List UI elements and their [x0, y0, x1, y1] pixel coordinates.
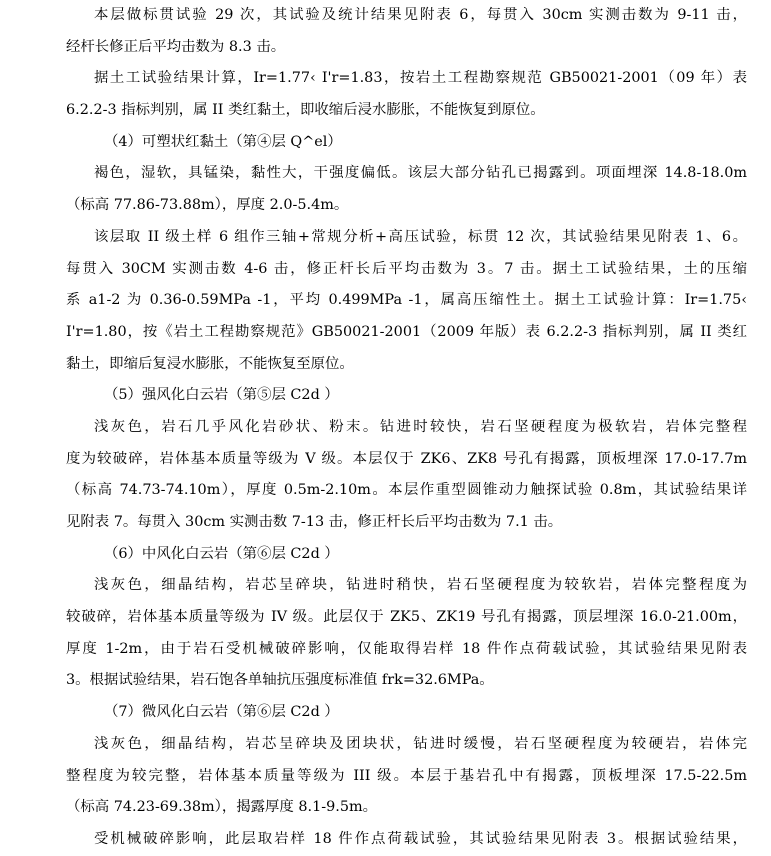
text-line: 浅灰色，细晶结构，岩芯呈碎块及团块状，钻进时缓慢，岩石坚硬程度为较硬岩，岩体完	[94, 735, 747, 752]
text-line: 厚度 1-2m，由于岩石受机械破碎影响，仅能取得岩样 18 件作点荷载试验，其试验结果见附表	[66, 640, 747, 657]
text-line: 据土工试验结果计算，Ir=1.77‹ I'r=1.83，按岩土工程勘察规范 GB50021-2001（09 年）表	[94, 70, 747, 87]
text-line: 见附表 7。每贯入 30cm 实测击数 7-13 击，修正杆长后平均击数为 7.1 击。	[66, 514, 563, 530]
text-line: 度为较破碎，岩体基本质量等级为 V 级。本层仅于 ZK6、ZK8 号孔有揭露，顶板埋深 17.0-17.7m	[66, 450, 747, 467]
text-line: 浅灰色，岩石几乎风化岩砂状、粉末。钻进时较快，岩石坚硬程度为极软岩，岩体完整程	[94, 418, 747, 435]
text-line: 浅灰色，细晶结构，岩芯呈碎块，钻进时稍快，岩石坚硬程度为较软岩，岩体完整程度为	[94, 577, 747, 594]
text-line: 黏土，即缩后复浸水膨胀，不能恢复至原位。	[66, 355, 354, 372]
text-line: 该层取 II 级土样 6 组作三轴+常规分析+高压试验，标贯 12 次，其试验结果见附表 1、6。	[94, 228, 747, 245]
section-heading: （6）中风化白云岩（第⑥层 C2d ）	[104, 545, 339, 562]
text-line: 系 a1-2 为 0.36-0.59MPa -1，平均 0.499MPa -1，属高压缩性土。据土工试验计算：Ir=1.75‹	[66, 292, 747, 309]
text-line: 3。根据试验结果，岩石饱各单轴抗压强度标准值 frk=32.6MPa。	[66, 672, 494, 689]
text-line: I'r=1.80，按《岩土工程勘察规范》GB50021-2001（2009 年版）表 6.2.2-3 指标判别，属 II 类红	[66, 323, 747, 340]
text-line: （标高 77.86-73.88m），厚度 2.0-5.4m。	[66, 197, 349, 214]
text-line: 经杆长修正后平均击数为 8.3 击。	[66, 38, 286, 55]
text-line: 6.2.2-3 指标判别，属 II 类红黏土，即收缩后浸水膨胀，不能恢复到原位。	[66, 102, 545, 119]
text-line: 本层做标贯试验 29 次，其试验及统计结果见附表 6，每贯入 30cm 实测击数为 9-11 击，	[94, 7, 747, 23]
text-line: 每贯入 30CM 实测击数 4-6 击，修正杆长后平均击数为 3。7 击。据土工试验结果，土的压缩	[66, 260, 747, 277]
text-line: （标高 74.23-69.38m），揭露厚度 8.1-9.5m。	[66, 799, 378, 816]
text-line: 受机械破碎影响，此层取岩样 18 件作点荷载试验，其试验结果见附表 3。根据试验结果，	[94, 830, 747, 847]
text-line: 褐色，湿软，具锰染，黏性大，干强度偏低。该层大部分钻孔已揭露到。项面埋深 14.8-18.0m	[94, 165, 747, 182]
section-heading: （5）强风化白云岩（第⑤层 C2d ）	[104, 387, 339, 404]
text-line: 整程度为较完整，岩体基本质量等级为 III 级。本层于基岩孔中有揭露，顶板埋深 17.5-22.5m	[66, 767, 747, 784]
section-heading: （7）微风化白云岩（第⑥层 C2d ）	[104, 704, 339, 721]
text-line: （标高 74.73-74.10m），厚度 0.5m-2.10m。本层作重型圆锥动力触探试验 0.8m，其试验结果详	[66, 482, 747, 499]
section-heading: （4）可塑状红黏土（第④层 Q^el）	[104, 133, 342, 150]
text-line: 较破碎，岩体基本质量等级为 IV 级。此层仅于 ZK5、ZK19 号孔有揭露，顶层埋深 16.0-21.00m，	[66, 609, 747, 626]
